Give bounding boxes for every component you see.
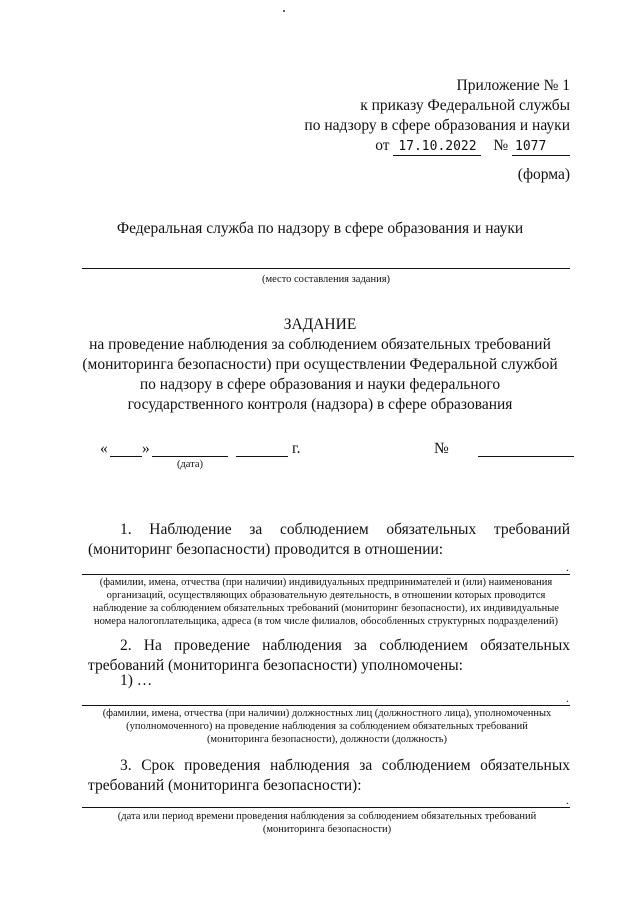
day-blank [110,456,142,457]
document-title: ЗАДАНИЕ [283,316,357,333]
month-blank [152,456,228,457]
section-2-end-mark: . [566,691,569,705]
place-line [82,268,570,269]
year-blank [236,456,288,457]
form-label: (форма) [517,166,570,183]
year-suffix: г. [292,440,301,457]
task-number-sign: № [434,440,449,457]
section-1-caption: (фамилии, имена, отчества (при наличии) индивидуальных предпринимателей и (или) наименования организаций, осуществляющих образовательную деятельность, в отношении которых проводится наблюдение за соблюдением обязательных требований (мониторинг безопасности), их индивидуальные номера налогоплательщика, адреса (в том числе филиалов, обособленных структурных подразделений) [93,577,559,627]
quote-close: » [142,440,150,457]
annex-block [304,76,570,156]
scan-speck [283,10,285,12]
section-1-text: 1. Наблюдение за соблюдением обязательных требований (мониторинг безопасности) проводится в отношении: [88,521,570,558]
section-2-line [82,705,570,706]
order-number: 1077 [512,139,570,156]
section-2-caption: (фамилии, имена, отчества (при наличии) должностных лиц (должностного лица), уполномоченных (уполномоченного) на проведение наблюдения за соблюдением обязательных требований (мониторинга безопасности), должности (должность) [102,708,552,745]
number-label: № [493,137,509,154]
section-2-item-1: 1) … [120,672,153,689]
date-caption: (дата) [176,459,204,470]
order-date: 17.10.2022 [393,139,481,156]
task-number-blank [478,456,574,457]
order-reference [375,136,570,156]
section-2-text: 2. На проведение наблюдения за соблюдением обязательных требований (мониторинга безопасности) уполномочены: [88,637,570,674]
agency-name: Федеральная служба по надзору в сфере образования и науки [116,220,524,237]
annex-line-3: по надзору в сфере образования и науки [304,117,570,134]
from-label: от [375,137,390,154]
section-3-line [82,807,570,808]
quote-open: « [100,440,108,457]
section-1-end-mark: . [566,560,569,574]
section-3-text: 3. Срок проведения наблюдения за соблюдением обязательных требований (мониторинга безопасности): [88,757,570,794]
document-subtitle: на проведение наблюдения за соблюдением обязательных требований (мониторинга безопасности) при осуществлении Федеральной службой по надзору в сфере образования и науки федерального государственного контроля (надзора) в сфере образования [82,336,558,413]
section-3-caption: (дата или период времени проведения наблюдения за соблюдением обязательных требований (мониторинга безопасности) [117,811,537,835]
annex-title: Приложение № 1 [456,77,570,94]
section-1-line [82,574,570,575]
place-caption: (место составления задания) [261,274,391,285]
section-3-end-mark: . [566,793,569,807]
annex-line-2: к приказу Федеральной службы [360,97,570,114]
